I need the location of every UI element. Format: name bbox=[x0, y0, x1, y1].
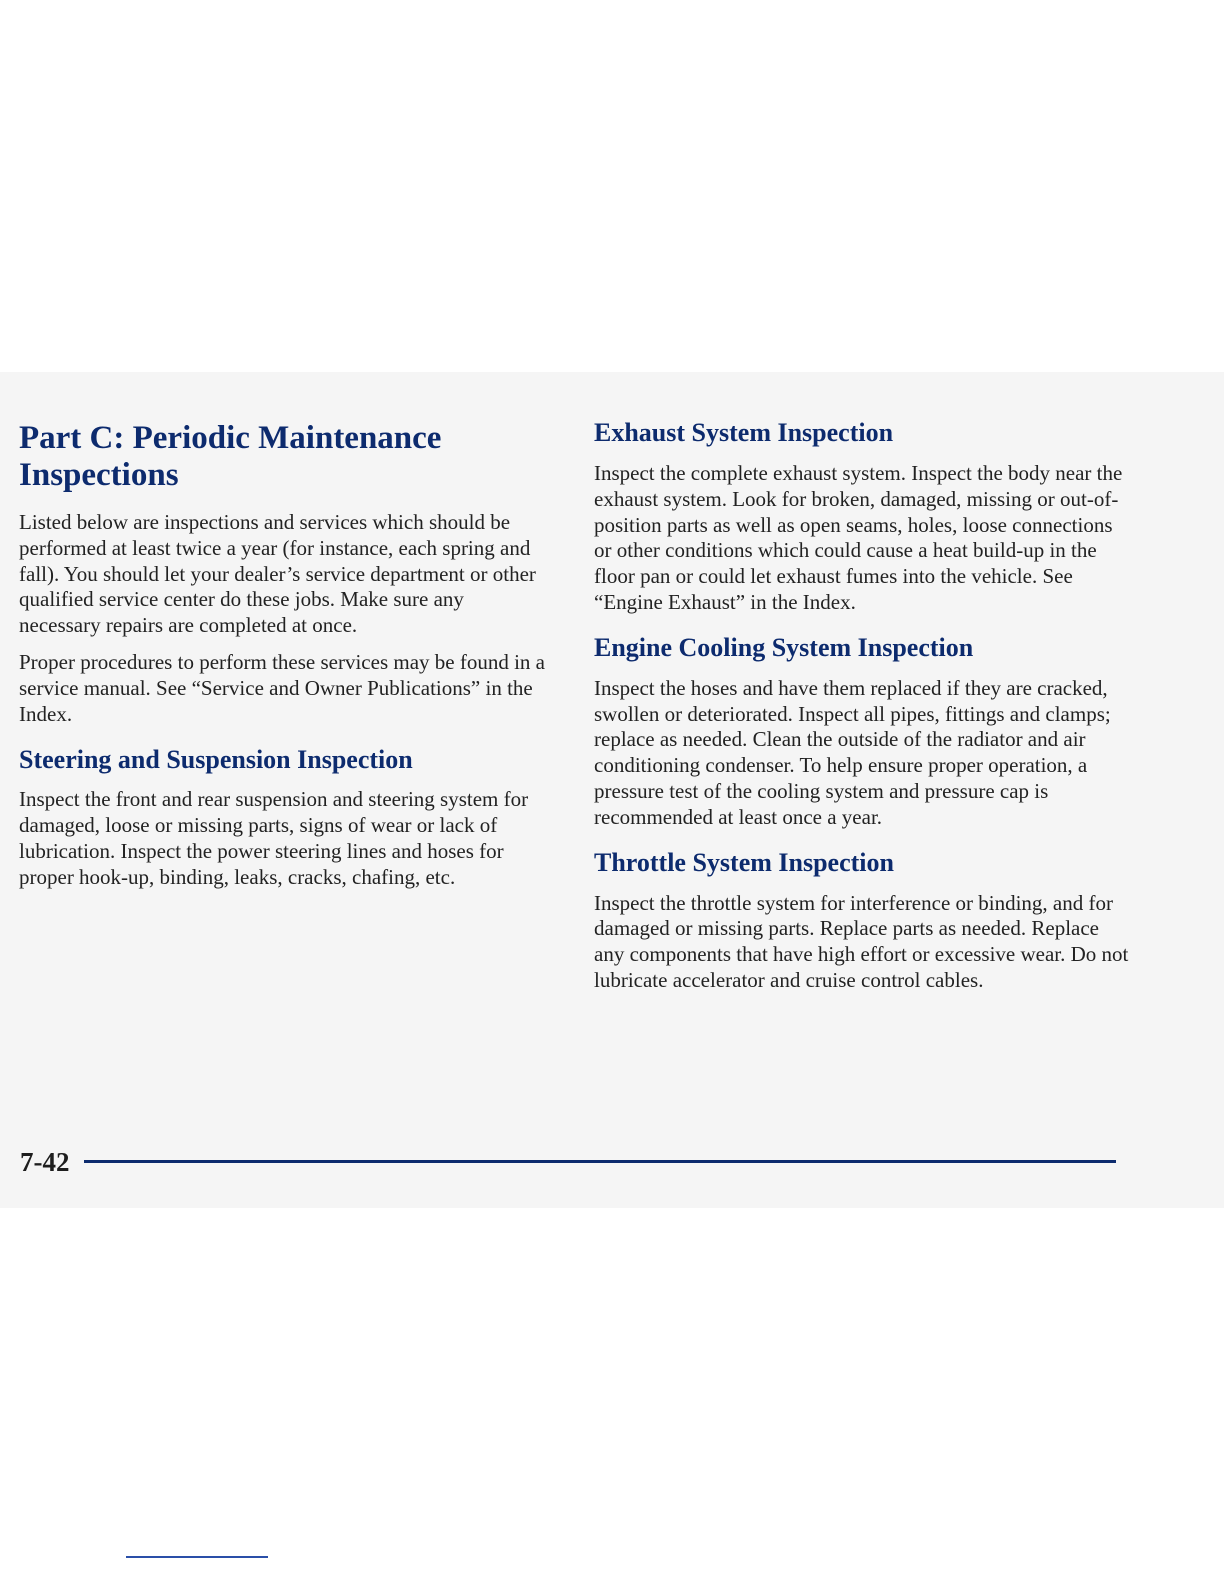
throttle-heading: Throttle System Inspection bbox=[594, 847, 894, 877]
cooling-body: Inspect the hoses and have them replaced if they are cracked, swollen or deteriorated. Inspect all pipes, fittings and clamps; replace as needed. Clean the outside of the radiator and air conditioning condenser. To help ensure proper operation, a pressure test of the cooling system and pressure cap is recommended at least once a year. bbox=[594, 675, 1111, 829]
exhaust-body: Inspect the complete exhaust system. Inspect the body near the exhaust system. Look for broken, damaged, missing or out-of-position parts as well as open seams, holes, loose connections or other conditions which could cause a heat build-up in the floor pan or could let exhaust fumes into the vehicle. See “Engine Exhaust” in the Index. bbox=[594, 461, 1123, 614]
page-number: 7-42 bbox=[20, 1147, 70, 1177]
bottom-divider bbox=[126, 1556, 268, 1558]
steering-body: Inspect the front and rear suspension and steering system for damaged, loose or missing parts, signs of wear or lack of lubrication. Inspect the power steering lines and hoses for proper hook-up, binding, leaks, cracks, chafing, etc. bbox=[19, 787, 529, 889]
left-column bbox=[19, 420, 549, 902]
cooling-heading: Engine Cooling System Inspection bbox=[594, 632, 974, 662]
intro-paragraph-2: Proper procedures to perform these services may be found in a service manual. See “Service and Owner Publications” in the Index. bbox=[19, 649, 545, 726]
intro-paragraph-1: Listed below are inspections and services which should be performed at least twice a year (for instance, each spring and fall). You should let your dealer’s service department or other qualified service center do these jobs. Make sure any necessary repairs are completed at once. bbox=[19, 510, 536, 638]
part-title: Part C: Periodic Maintenance Inspections bbox=[19, 420, 442, 493]
steering-heading: Steering and Suspension Inspection bbox=[19, 745, 413, 775]
footer-rule bbox=[84, 1160, 1116, 1163]
exhaust-heading: Exhaust System Inspection bbox=[594, 418, 894, 447]
right-column bbox=[594, 418, 1134, 1011]
throttle-body: Inspect the throttle system for interference or binding, and for damaged or missing parts. Replace parts as needed. Replace any components that have high effort or excessive wear. Do not lubricate accelerator and cruise control cables. bbox=[594, 890, 1129, 992]
page-footer bbox=[20, 1146, 1120, 1178]
